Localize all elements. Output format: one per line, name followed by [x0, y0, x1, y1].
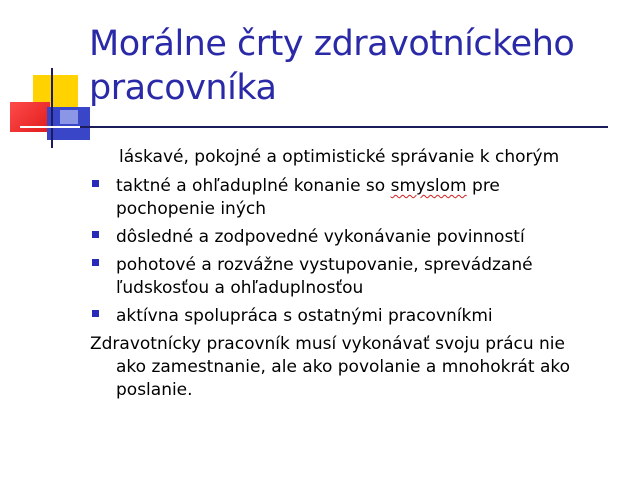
list-item-line: taktné a ohľaduplné konanie so smyslom pre	[116, 176, 500, 196]
paragraph-line: Zdravotnícky pracovník musí vykonávať svoju prácu nie	[90, 334, 565, 354]
bullet-marker	[92, 180, 99, 187]
paragraph-line: ako zamestnanie, ale ako povolanie a mnohokrát ako	[116, 357, 571, 377]
bullet-marker	[92, 310, 99, 317]
title-line-1: Morálne črty zdravotníckeho	[89, 24, 575, 64]
paragraph-line: poslanie.	[116, 380, 193, 400]
list-item-line: ľudskosťou a ohľaduplnosťou	[116, 278, 364, 298]
list-item-line: dôsledné a zodpovedné vykonávanie povinností	[116, 227, 525, 247]
spellcheck-flagged-word: smyslom	[390, 176, 467, 196]
bullet-marker	[92, 231, 99, 238]
bullet-marker	[92, 259, 99, 266]
list-item-line: aktívna spolupráca s ostatnými pracovníkmi	[116, 306, 493, 326]
list-item-first: láskavé, pokojné a optimistické správanie k chorým	[119, 147, 560, 167]
title-line-2: pracovníka	[89, 68, 277, 108]
list-item-line: pochopenie iných	[116, 199, 267, 219]
list-item-line: pohotové a rozvážne vystupovanie, sprevádzané	[116, 255, 533, 275]
